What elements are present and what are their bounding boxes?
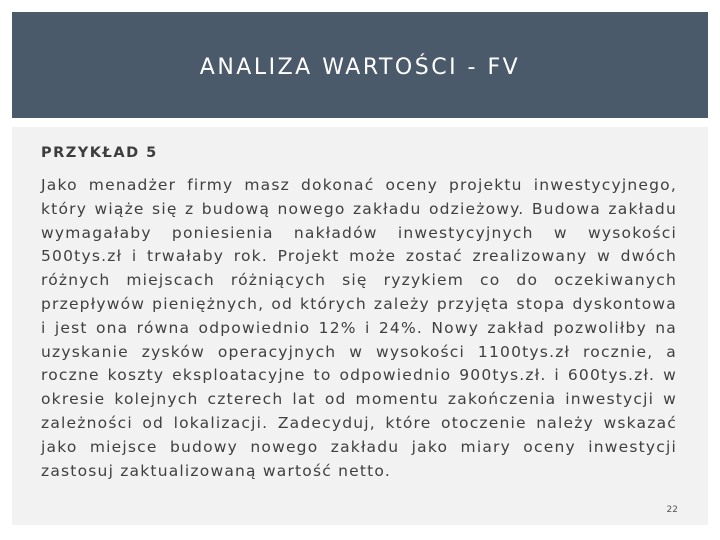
example-heading: PRZYKŁAD 5 (41, 145, 158, 161)
page-number: 22 (666, 505, 678, 515)
content-box (12, 127, 708, 525)
slide-title: ANALIZA WARTOŚCI - FV (199, 54, 521, 80)
title-bar (12, 12, 708, 118)
example-body-text: Jako menadżer firmy masz dokonać oceny projektu inwestycyjnego, który wiąże się z budową nowego zakładu odzieżowy. Budowa zakładu wymagałaby poniesienia nakładów inwestycyjnych w wysokości 500tys.zł i trwałaby rok. Projekt może zostać zrealizowany w dwóch różnych miejscach różniących się ryzykiem co do oczekiwanych przepływów pieniężnych, od których zależy przyjęta stopa dyskontowa i jest ona równa odpowiednio 12% i 24%. Nowy zakład pozwoliłby na uzyskanie zysków operacyjnych w wysokości 1100tys.zł rocznie, a roczne koszty eksploatacyjne to odpowiednio 900tys.zł. i 600tys.zł. w okresie kolejnych czterech lat od momentu zakończenia inwestycji w zależności od lokalizacji. Zadecyduj, które otoczenie należy wskazać jako miejsce budowy nowego zakładu jako miary oceny inwestycji zastosuj zaktualizowaną wartość netto. (41, 176, 677, 480)
